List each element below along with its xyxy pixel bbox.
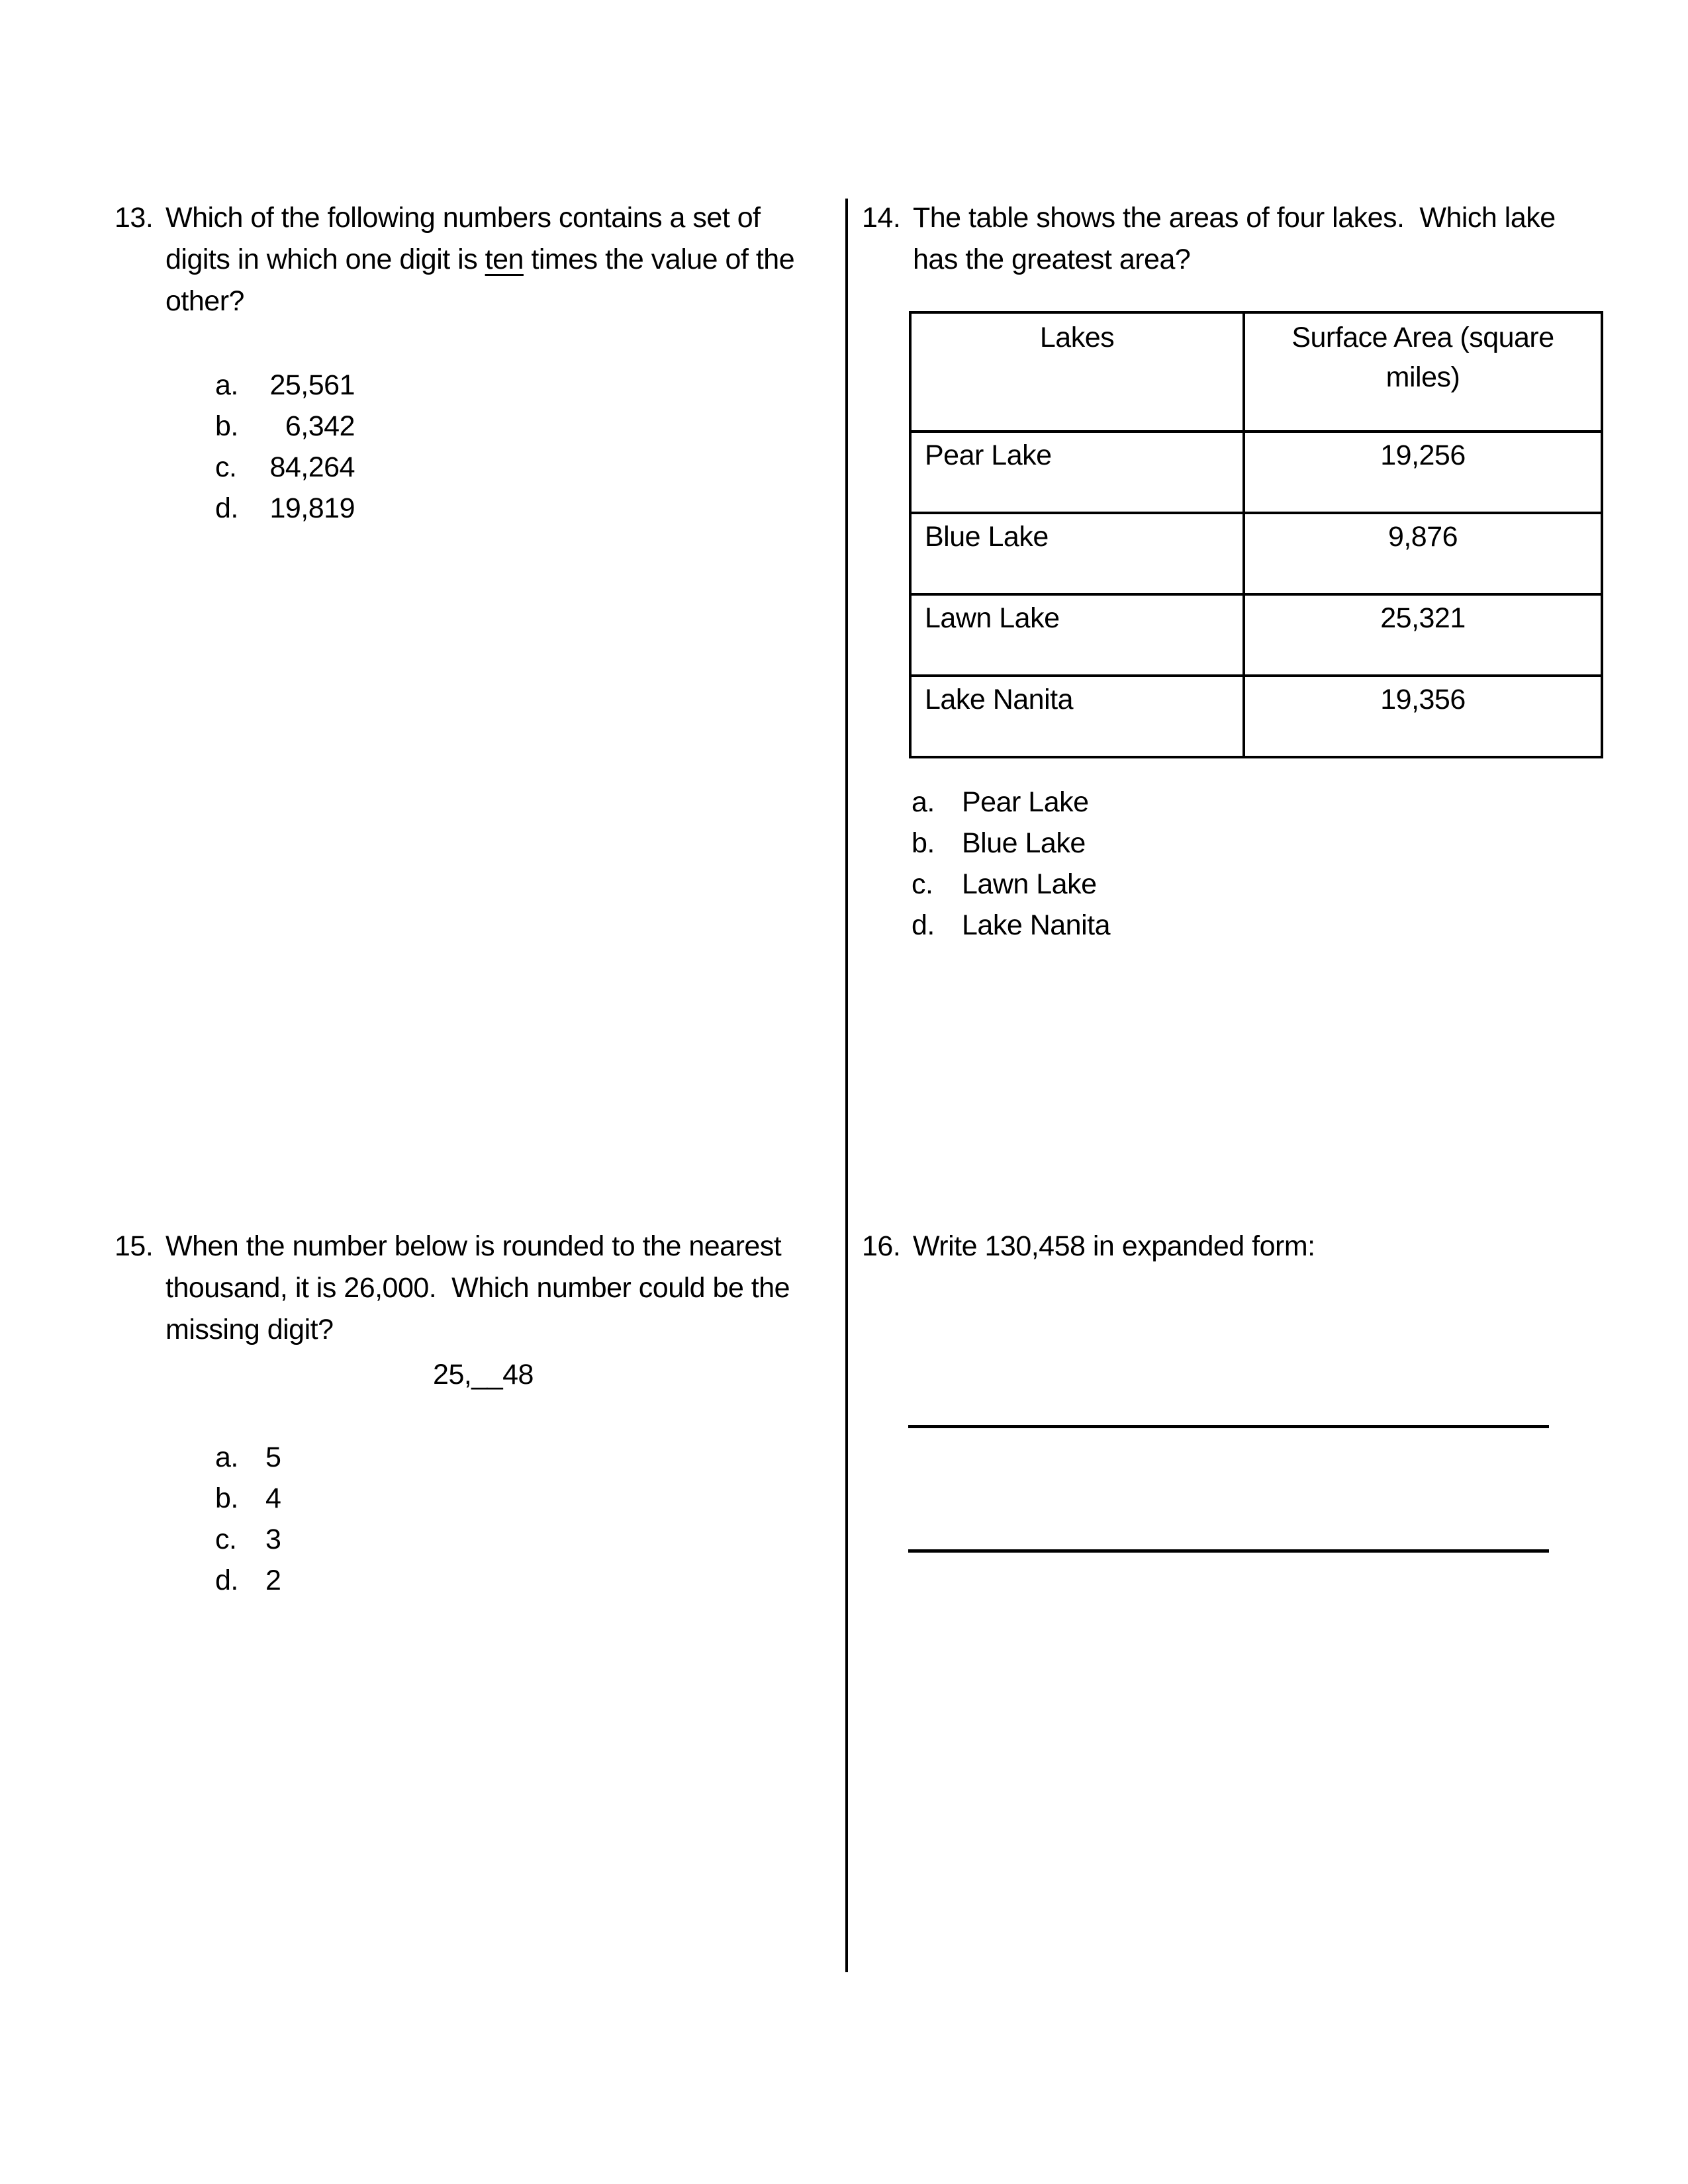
question-15-line-1: When the number below is rounded to the nearest [165,1230,782,1262]
option-value: 6,342 [285,410,355,442]
lake-area-cell: 9,876 [1244,513,1602,594]
lakes-table [909,311,1603,758]
question-13-line-2-before: digits in which one digit is [165,244,485,275]
question-14-option-b [912,823,1630,864]
question-14-option-c [912,864,1630,905]
question-13-number: 13. [115,202,154,234]
table-row-pear-lake [910,432,1602,513]
option-value: Lawn Lake [962,868,1097,900]
question-15-option-a [215,1437,829,1478]
option-value: 2 [265,1565,281,1596]
lake-area-cell: 25,321 [1244,594,1602,676]
question-14-option-d [912,905,1630,946]
option-letter: d. [215,1565,238,1596]
option-value: 5 [265,1441,281,1473]
option-letter: d. [912,909,935,941]
question-13-line-3: other? [165,285,244,317]
option-letter: a. [215,369,238,401]
question-14 [862,197,1630,946]
option-value: Blue Lake [962,827,1086,859]
question-13-option-d [215,488,829,529]
question-15-number: 15. [115,1230,154,1262]
table-row-lawn-lake [910,594,1602,676]
lake-area-cell: 19,356 [1244,676,1602,757]
lake-name-cell: Pear Lake [910,432,1244,513]
question-16-line-1: Write 130,458 in expanded form: [913,1230,1315,1262]
question-15-text [165,1226,790,1351]
question-16-number: 16. [862,1230,901,1262]
question-14-line-2: has the greatest area? [913,244,1191,275]
question-14-line-1: The table shows the areas of four lakes. Which lake [913,202,1556,234]
question-13-underlined-word: ten [485,244,524,275]
question-15-line-2: thousand, it is 26,000. Which number could be the [165,1272,790,1304]
table-row-lake-nanita [910,676,1602,757]
question-13-option-b [215,406,829,447]
question-13-line-2-after: times the value of the [523,244,795,275]
question-14-text [913,197,1556,281]
option-letter: c. [912,868,933,900]
lakes-table-header-lakes: Lakes [910,312,1244,432]
column-divider-line [845,199,848,1972]
question-13-text [165,197,794,322]
lakes-table-header-row [910,312,1602,432]
question-14-options [912,782,1630,946]
option-value: 3 [265,1524,281,1555]
question-15-options [215,1437,829,1601]
question-13 [115,197,829,529]
question-15-expression: 25,__48 [433,1359,534,1390]
question-15-option-d [215,1560,829,1601]
option-value: 19,819 [269,492,355,524]
question-16 [862,1226,1630,1267]
question-15-option-b [215,1478,829,1519]
lake-area-cell: 19,256 [1244,432,1602,513]
option-value: Pear Lake [962,786,1089,818]
question-16-text [913,1226,1315,1267]
option-letter: b. [215,1482,238,1514]
answer-blank-line-2 [908,1549,1549,1553]
option-value: 4 [265,1482,281,1514]
option-letter: b. [912,827,935,859]
option-letter: a. [215,1441,238,1473]
question-13-option-c [215,447,829,488]
option-letter: c. [215,451,237,483]
lake-name-cell: Lawn Lake [910,594,1244,676]
option-letter: b. [215,410,238,442]
question-13-line-2 [165,239,794,281]
question-14-option-a [912,782,1630,823]
question-13-option-a [215,365,829,406]
question-14-number: 14. [862,202,901,234]
question-15-line-3: missing digit? [165,1314,334,1345]
lake-name-cell: Blue Lake [910,513,1244,594]
question-13-options [215,365,829,529]
question-13-line-1: Which of the following numbers contains a set of [165,202,761,234]
option-letter: d. [215,492,238,524]
table-row-blue-lake [910,513,1602,594]
lake-name-cell: Lake Nanita [910,676,1244,757]
option-letter: a. [912,786,935,818]
lakes-table-header-surface-area: Surface Area (square miles) [1244,312,1602,432]
option-letter: c. [215,1524,237,1555]
question-15 [115,1226,829,1601]
option-value: Lake Nanita [962,909,1110,941]
option-value: 25,561 [269,369,355,401]
option-value: 84,264 [269,451,355,483]
question-15-option-c [215,1519,829,1560]
answer-blank-line-1 [908,1425,1549,1428]
